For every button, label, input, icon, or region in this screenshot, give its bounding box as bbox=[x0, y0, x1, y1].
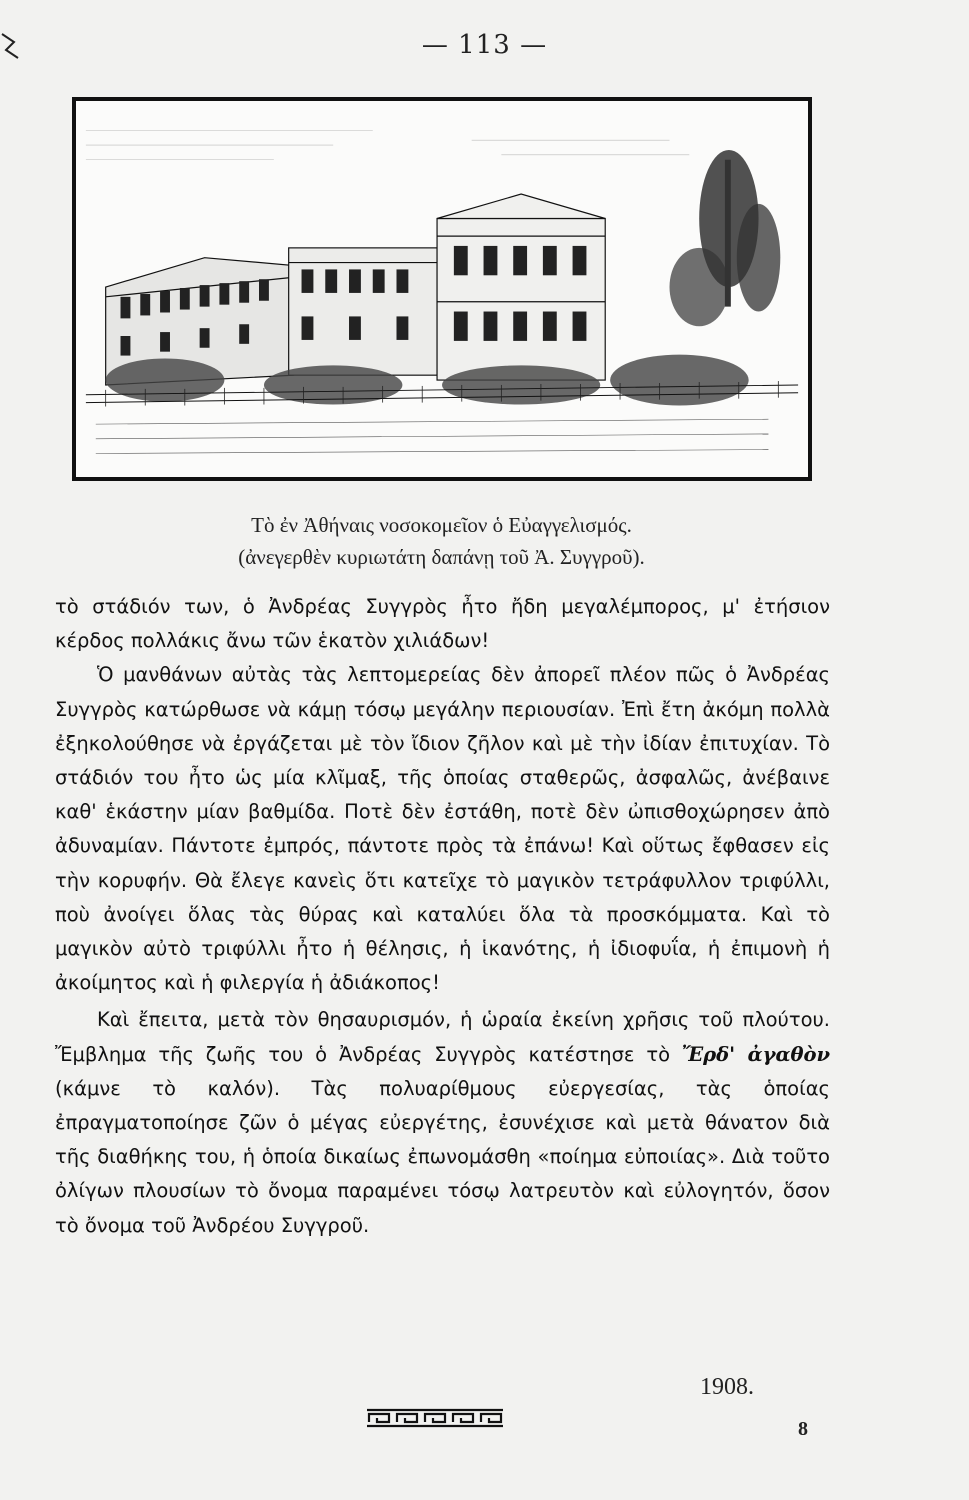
hospital-illustration bbox=[72, 97, 812, 481]
paragraph-3 bbox=[55, 1003, 830, 1242]
paragraph-3-after: (κάμνε τὸ καλόν). Τὰς πολυαρίθμους εὐεργεσίας, τὰς ὁποίας ἐπραγματοποίησε ζῶν ὁ μέγας εὐεργέτης, ἐσυνέχισε καὶ μετὰ θάνατον διὰ τῆς διαθήκης του, ἡ ὁποία δικαίως ἐπωνομάσθη «ποίημα εὐποιίας». Διὰ τοῦτο ὀλίγων πλουσίων τὸ ὄνομα παραμένει τόσῳ λατρευτὸν καὶ εὐλογητόν, ὅσον τὸ ὄνομα τοῦ Ἀνδρέου Συγγροῦ. bbox=[55, 1076, 830, 1237]
motto: Ἔρδ' ἀγαθὸν bbox=[681, 1042, 830, 1066]
body-text bbox=[55, 590, 830, 1243]
figure-caption-line-1: Τὸ ἐν Ἀθήναις νοσοκομεῖον ὁ Εὐαγγελισμός. bbox=[251, 513, 632, 537]
hospital-engraving-icon bbox=[76, 101, 808, 477]
greek-key-ornament-icon bbox=[365, 1407, 505, 1429]
signature-mark: 8 bbox=[798, 1418, 808, 1440]
paragraph-3-before: Καὶ ἔπειτα, μετὰ τὸν θησαυρισμόν, ἡ ὡραία ἐκείνη χρῆσις τοῦ πλούτου. Ἔμβλημα τῆς ζωῆς του ὁ Ἀνδρέας Συγγρὸς κατέστησε τὸ bbox=[55, 1008, 830, 1066]
paragraph-2: Ὁ μανθάνων αὐτὰς τὰς λεπτομερείας δὲν ἀπορεῖ πλέον πῶς ὁ Ἀνδρέας Συγγρὸς κατώρθωσε νὰ κάμῃ τόσῳ μεγάλην περιουσίαν. Ἐπὶ ἔτη ἀκόμη πολλὰ ἐξηκολούθησε νὰ ἐργάζεται μὲ τὸν ἴδιον ζῆλον καὶ μὲ τὴν ἰδίαν ἐπιτυχίαν. Τὸ στάδιόν του ἦτο ὡς μία κλῖμαξ, τῆς ὁποίας σταθερῶς, ἀσφαλῶς, ἀνέβαινε καθ' ἑκάστην μίαν βαθμίδα. Ποτὲ δὲν ἐστάθη, ποτὲ δὲν ὠπισθοχώρησεν ἀπὸ ἀδυναμίαν. Πάντοτε ἐμπρός, πάντοτε πρὸς τὰ ἐπάνω! Καὶ οὕτως ἔφθασεν εἰς τὴν κορυφήν. Θὰ ἔλεγε κανεὶς ὅτι κατεῖχε τὸ μαγικὸν τετράφυλλον τριφύλλι, ποὺ ἀνοίγει ὅλας τὰς θύρας καὶ καταλύει ὅλα τὰ προσκόμματα. Καὶ τὸ μαγικὸν αὐτὸ τριφύλλι ἦτο ἡ θέλησις, ἡ ἱκανότης, ἡ ἰδιοφυΐα, ἡ ἐπιμονὴ ἡ ἀκοίμητος καὶ ἡ φιλεργία ἡ ἀδιάκοπος! bbox=[55, 663, 830, 995]
paragraph-1: τὸ στάδιόν των, ὁ Ἀνδρέας Συγγρὸς ἦτο ἤδη μεγαλέμπορος, μ' ἐτήσιον κέρδος πολλάκις ἄνω τῶν ἑκατὸν χιλιάδων! bbox=[55, 595, 830, 653]
figure-caption-line-2: (ἀνεγερθὲν κυριωτάτη δαπάνῃ τοῦ Ἀ. Συγγροῦ). bbox=[238, 545, 645, 569]
page-number: — 113 — bbox=[421, 30, 548, 60]
year: 1908. bbox=[700, 1374, 754, 1400]
